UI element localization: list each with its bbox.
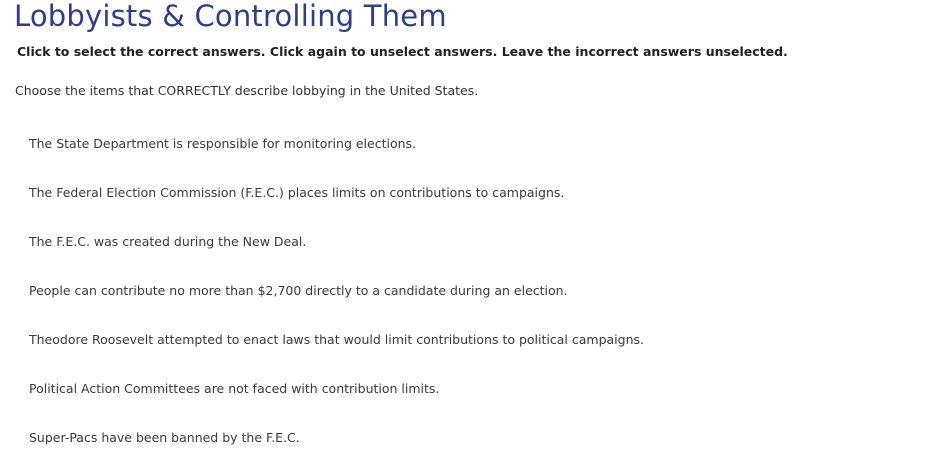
answer-option-4[interactable]: People can contribute no more than $2,700 directly to a candidate during an election. [29, 283, 568, 298]
page-title: Lobbyists & Controlling Them [14, 0, 447, 33]
instructions-text: Click to select the correct answers. Click again to unselect answers. Leave the incorrect answers unselected. [17, 44, 788, 59]
answer-option-2[interactable]: The Federal Election Commission (F.E.C.) places limits on contributions to campaigns. [29, 185, 565, 200]
question-prompt: Choose the items that CORRECTLY describe lobbying in the United States. [15, 83, 479, 98]
answer-list [14, 126, 894, 469]
answer-option-5[interactable]: Theodore Roosevelt attempted to enact laws that would limit contributions to political campaigns. [29, 332, 644, 347]
answer-option-1[interactable]: The State Department is responsible for monitoring elections. [29, 136, 417, 151]
answer-option-3[interactable]: The F.E.C. was created during the New Deal. [29, 234, 307, 249]
answer-option-6[interactable]: Political Action Committees are not faced with contribution limits. [29, 381, 440, 396]
answer-option-7[interactable]: Super-Pacs have been banned by the F.E.C. [29, 430, 300, 445]
